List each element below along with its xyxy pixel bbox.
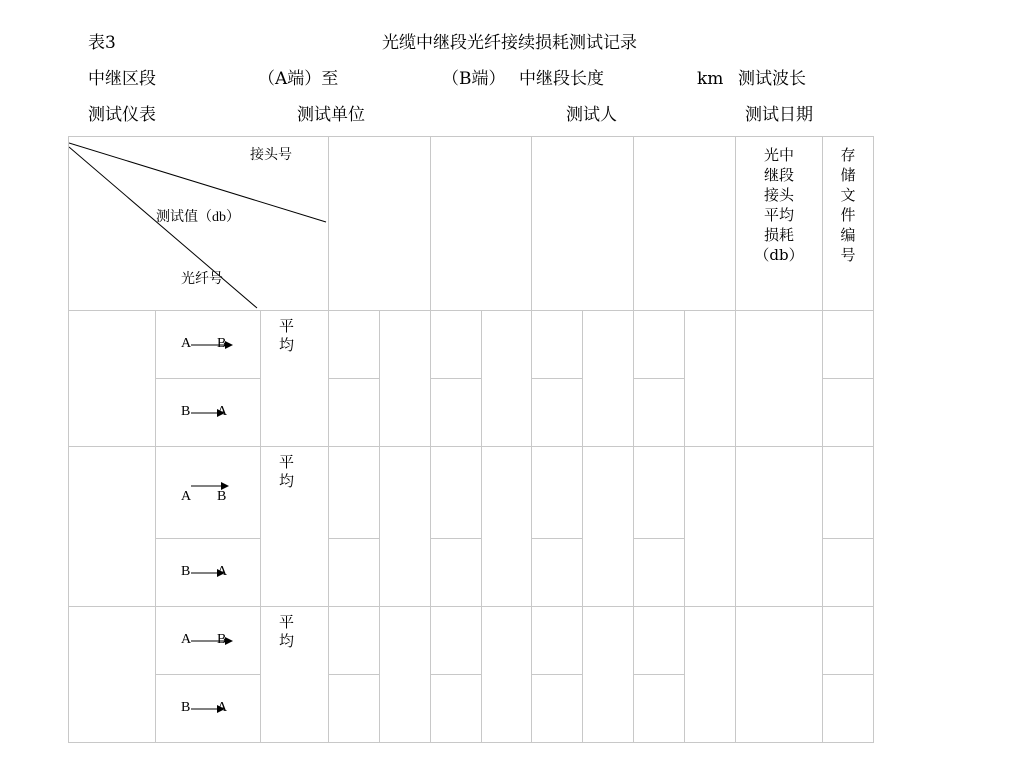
value-cell[interactable] xyxy=(634,447,685,539)
joint-number-label: 接头号 xyxy=(250,148,292,163)
unit-label: 测试单位 xyxy=(297,105,365,125)
file-number-cell[interactable] xyxy=(823,379,874,447)
avg-loss-header: 光中 继段 接头 平均 损耗 （db） xyxy=(736,137,823,311)
value-cell[interactable] xyxy=(431,379,482,447)
file-number-cell[interactable] xyxy=(823,447,874,539)
avg-value-cell[interactable] xyxy=(482,447,532,607)
value-cell[interactable] xyxy=(329,311,380,379)
value-cell[interactable] xyxy=(634,311,685,379)
value-cell[interactable] xyxy=(431,311,482,379)
file-number-cell[interactable] xyxy=(823,311,874,379)
direction-a-to-b: A B xyxy=(181,488,233,508)
test-record-table xyxy=(68,136,874,743)
file-number-cell[interactable] xyxy=(823,539,874,607)
value-cell[interactable] xyxy=(532,447,583,539)
value-cell[interactable] xyxy=(532,607,583,675)
direction-cell-b-to-a xyxy=(156,379,261,447)
avg-value-cell[interactable] xyxy=(583,447,634,607)
value-cell[interactable] xyxy=(329,447,380,539)
direction-a-to-b: A B xyxy=(181,335,233,355)
avg-value-cell[interactable] xyxy=(380,607,431,743)
km-unit-label: km xyxy=(697,69,724,89)
direction-cell-b-to-a xyxy=(156,539,261,607)
test-value-label: 测试值（db） xyxy=(156,210,240,225)
value-cell[interactable] xyxy=(329,539,380,607)
value-cell[interactable] xyxy=(431,607,482,675)
table-row xyxy=(69,311,874,379)
avg-loss-cell[interactable] xyxy=(736,447,823,607)
average-label-cell: 平 均 xyxy=(261,447,329,607)
joint-column-2[interactable] xyxy=(431,137,532,311)
value-cell[interactable] xyxy=(329,607,380,675)
avg-value-cell[interactable] xyxy=(482,607,532,743)
value-cell[interactable] xyxy=(634,607,685,675)
direction-a-to-b: A B xyxy=(181,631,233,651)
fiber-number-cell[interactable] xyxy=(69,447,156,607)
avg-value-cell[interactable] xyxy=(482,311,532,447)
direction-b-to-a: B A xyxy=(181,563,228,579)
value-cell[interactable] xyxy=(431,539,482,607)
section-length-label: 中继段长度 xyxy=(519,69,604,89)
value-cell[interactable] xyxy=(532,539,583,607)
instrument-label: 测试仪表 xyxy=(88,105,156,125)
average-label-cell: 平 均 xyxy=(261,311,329,447)
average-label-cell: 平 均 xyxy=(261,607,329,743)
direction-cell-a-to-b xyxy=(156,607,261,675)
avg-value-cell[interactable] xyxy=(380,447,431,607)
b-end-label: （B端） xyxy=(442,69,506,89)
avg-value-cell[interactable] xyxy=(685,607,736,743)
direction-cell-a-to-b xyxy=(156,447,261,539)
avg-loss-cell[interactable] xyxy=(736,311,823,447)
joint-column-3[interactable] xyxy=(532,137,634,311)
table-number: 表3 xyxy=(88,33,116,53)
value-cell[interactable] xyxy=(634,379,685,447)
joint-column-1[interactable] xyxy=(329,137,431,311)
value-cell[interactable] xyxy=(329,379,380,447)
a-end-label: （A端）至 xyxy=(258,69,339,89)
table-row xyxy=(69,447,874,539)
file-number-header: 存 储 文 件 编 号 xyxy=(823,137,874,311)
direction-b-to-a: B A xyxy=(181,403,228,419)
avg-value-cell[interactable] xyxy=(583,311,634,447)
direction-cell-a-to-b xyxy=(156,311,261,379)
direction-b-to-a: B A xyxy=(181,699,228,715)
page-title: 光缆中继段光纤接续损耗测试记录 xyxy=(382,33,637,53)
joint-column-4[interactable] xyxy=(634,137,736,311)
avg-value-cell[interactable] xyxy=(583,607,634,743)
value-cell[interactable] xyxy=(634,539,685,607)
value-cell[interactable] xyxy=(532,311,583,379)
file-number-cell[interactable] xyxy=(823,607,874,675)
value-cell[interactable] xyxy=(431,447,482,539)
avg-value-cell[interactable] xyxy=(380,311,431,447)
relay-section-label: 中继区段 xyxy=(88,69,156,89)
value-cell[interactable] xyxy=(532,379,583,447)
fiber-number-label: 光纤号 xyxy=(181,272,223,287)
avg-value-cell[interactable] xyxy=(685,447,736,607)
fiber-number-cell[interactable] xyxy=(69,607,156,743)
tester-label: 测试人 xyxy=(566,105,617,125)
date-label: 测试日期 xyxy=(745,105,813,125)
wavelength-label: 测试波长 xyxy=(738,69,806,89)
value-cell[interactable] xyxy=(329,675,380,743)
table-row xyxy=(69,607,874,675)
value-cell[interactable] xyxy=(532,675,583,743)
direction-cell-b-to-a xyxy=(156,675,261,743)
fiber-number-cell[interactable] xyxy=(69,311,156,447)
value-cell[interactable] xyxy=(634,675,685,743)
avg-value-cell[interactable] xyxy=(685,311,736,447)
diagonal-header-cell xyxy=(69,137,329,311)
avg-loss-cell[interactable] xyxy=(736,607,823,743)
value-cell[interactable] xyxy=(431,675,482,743)
file-number-cell[interactable] xyxy=(823,675,874,743)
